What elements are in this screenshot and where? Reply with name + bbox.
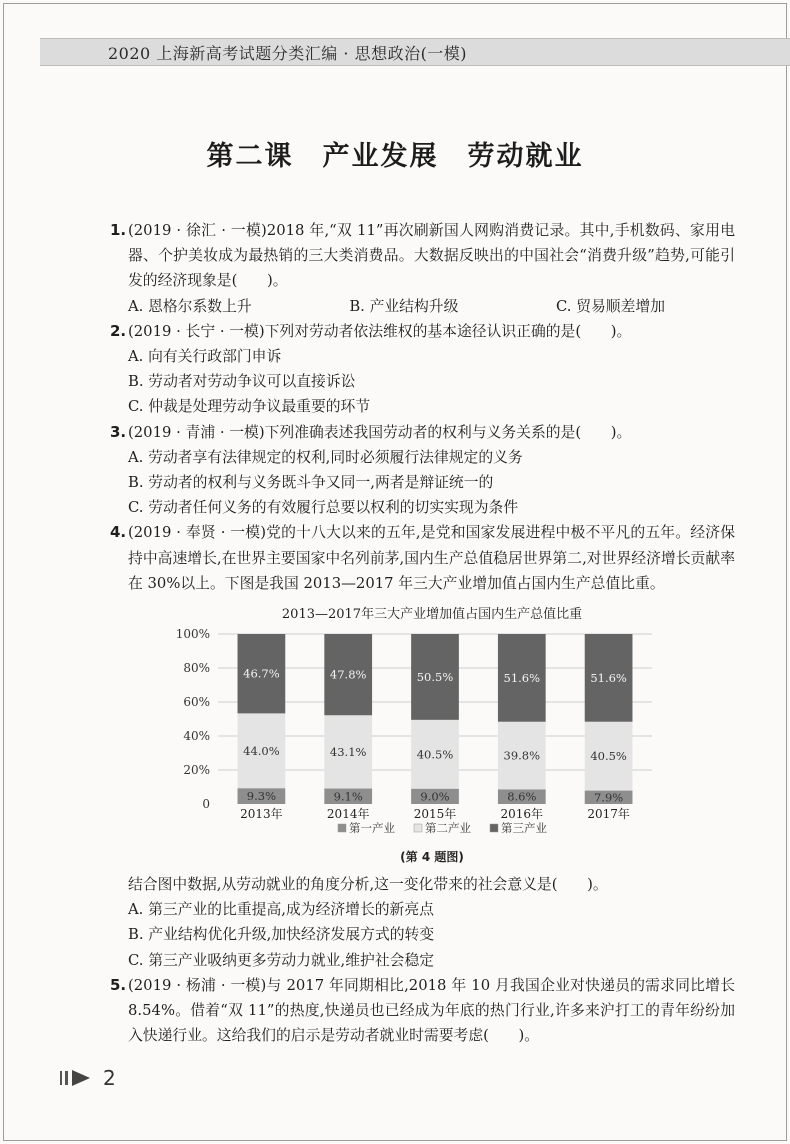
legend-swatch bbox=[490, 824, 498, 832]
data-label: 51.6% bbox=[590, 670, 627, 685]
data-label: 43.1% bbox=[329, 744, 367, 759]
data-label: 9.0% bbox=[420, 789, 450, 804]
y-tick-label: 100% bbox=[175, 627, 210, 642]
option-c[interactable]: C. 仲裁是处理劳动争议最重要的环节 bbox=[128, 398, 371, 416]
lesson-title: 第二课 产业发展 劳动就业 bbox=[206, 141, 584, 172]
page-number: 2 bbox=[103, 1066, 116, 1090]
y-tick-label: 20% bbox=[183, 763, 210, 778]
option-b[interactable]: B. 劳动者对劳动争议可以直接诉讼 bbox=[128, 373, 356, 391]
y-tick-label: 80% bbox=[183, 661, 210, 676]
question-text: (2019 · 徐汇 · 一模)2018 年,“双 11”再次刷新国人网购消费记录。其中,手机数码、家用电器、个护美妆成为最热销的三大类消费品。大数据反映出的中国社会“消费升级”趋势,可能引发的经济现象是( )。 bbox=[128, 222, 735, 290]
option-a[interactable]: A. 第三产业的比重提高,成为经济增长的新亮点 bbox=[128, 901, 434, 919]
option-a[interactable]: A. 恩格尔系数上升 bbox=[128, 297, 252, 315]
x-tick-label: 2016年 bbox=[500, 807, 544, 822]
data-label: 44.0% bbox=[243, 743, 280, 758]
question-number: 1. bbox=[110, 221, 127, 239]
data-label: 9.1% bbox=[333, 789, 363, 804]
x-axis-ticks bbox=[240, 806, 630, 821]
options-row bbox=[128, 294, 735, 319]
stacked-bar-chart bbox=[110, 604, 735, 868]
question-text: (2019 · 奉贤 · 一模)党的十八大以来的五年,是党和国家发展进程中极不平凡的五年。经济保持中高速增长,在世界主要国家中名列前茅,国内生产总值稳居世界第二,对世界经济增长贡献率在 30%以上。下图是我国 2013—2017 年三大产业增加值占国内生产总值比重。 bbox=[128, 524, 735, 592]
question-number: 2. bbox=[110, 321, 127, 340]
question-5 bbox=[110, 973, 735, 1049]
legend-label: 第一产业 bbox=[349, 821, 395, 836]
data-label: 9.3% bbox=[246, 789, 277, 804]
chart-figure bbox=[110, 604, 735, 868]
question-list bbox=[110, 218, 735, 1048]
legend-swatch bbox=[338, 824, 346, 832]
bars bbox=[238, 634, 633, 804]
option-a[interactable]: A. 向有关行政部门申诉 bbox=[128, 348, 282, 366]
question-text: (2019 · 杨浦 · 一模)与 2017 年同期相比,2018 年 10 月我国企业对快递员的需求同比增长 8.54%。借着“双 11”的热度,快递员也已经成为年底的热门行业,许多来沪打工的青年纷纷加入快递行业。这给我们的启示是劳动者就业时需要考虑( )。 bbox=[128, 976, 735, 1045]
y-tick-label: 40% bbox=[183, 729, 210, 744]
question-4-followup bbox=[110, 872, 735, 973]
page-marker-icon bbox=[60, 1068, 96, 1088]
data-label: 7.9% bbox=[593, 790, 624, 805]
running-header: 2020 上海新高考试题分类汇编 · 思想政治(一模) bbox=[108, 44, 468, 63]
option-b[interactable]: B. 产业结构优化升级,加快经济发展方式的转变 bbox=[128, 926, 435, 944]
question-text: (2019 · 长宁 · 一模)下列对劳动者依法维权的基本途径认识正确的是( )。 bbox=[128, 322, 632, 340]
question-4 bbox=[110, 520, 735, 596]
x-tick-label: 2014年 bbox=[326, 807, 370, 822]
chart-caption: (第 4 题图) bbox=[400, 850, 464, 865]
y-tick-label: 60% bbox=[183, 695, 210, 710]
x-tick-label: 2015年 bbox=[413, 807, 457, 822]
question-number: 4. bbox=[110, 523, 127, 542]
question-text: (2019 · 青浦 · 一模)下列准确表述我国劳动者的权利与义务关系的是( )。 bbox=[128, 423, 632, 441]
y-tick-label: 0 bbox=[202, 797, 210, 812]
question-number: 5. bbox=[110, 975, 127, 994]
legend-label: 第二产业 bbox=[425, 821, 471, 836]
question-2 bbox=[110, 319, 735, 420]
x-tick-label: 2013年 bbox=[240, 807, 283, 822]
data-label: 8.6% bbox=[507, 789, 537, 804]
option-a[interactable]: A. 劳动者享有法律规定的权利,同时必须履行法律规定的义务 bbox=[128, 448, 523, 466]
option-c[interactable]: C. 第三产业吸纳更多劳动力就业,维护社会稳定 bbox=[128, 951, 435, 969]
data-label: 40.5% bbox=[590, 749, 627, 764]
data-label: 47.8% bbox=[329, 667, 367, 682]
data-label: 40.5% bbox=[416, 747, 454, 762]
option-c[interactable]: C. 劳动者任何义务的有效履行总要以权利的切实实现为条件 bbox=[128, 499, 519, 517]
followup-text: 结合图中数据,从劳动就业的角度分析,这一变化带来的社会意义是( )。 bbox=[128, 876, 608, 894]
legend-swatch bbox=[414, 824, 422, 832]
option-b[interactable]: B. 劳动者的权利与义务既斗争又同一,两者是辩证统一的 bbox=[128, 474, 494, 492]
question-1 bbox=[110, 218, 735, 319]
data-label: 50.5% bbox=[416, 669, 454, 684]
chart-legend bbox=[338, 821, 547, 835]
legend-label: 第三产业 bbox=[501, 821, 547, 836]
chart-title: 2013—2017年三大产业增加值占国内生产总值比重 bbox=[281, 607, 583, 623]
data-label: 51.6% bbox=[503, 670, 541, 685]
option-b[interactable]: B. 产业结构升级 bbox=[349, 297, 459, 315]
y-axis-ticks bbox=[176, 627, 210, 811]
data-label: 39.8% bbox=[503, 748, 541, 763]
option-c[interactable]: C. 贸易顺差增加 bbox=[556, 297, 665, 315]
data-label: 46.7% bbox=[243, 666, 280, 681]
x-tick-label: 2017年 bbox=[587, 807, 630, 822]
question-number: 3. bbox=[110, 422, 127, 441]
question-3 bbox=[110, 420, 735, 521]
